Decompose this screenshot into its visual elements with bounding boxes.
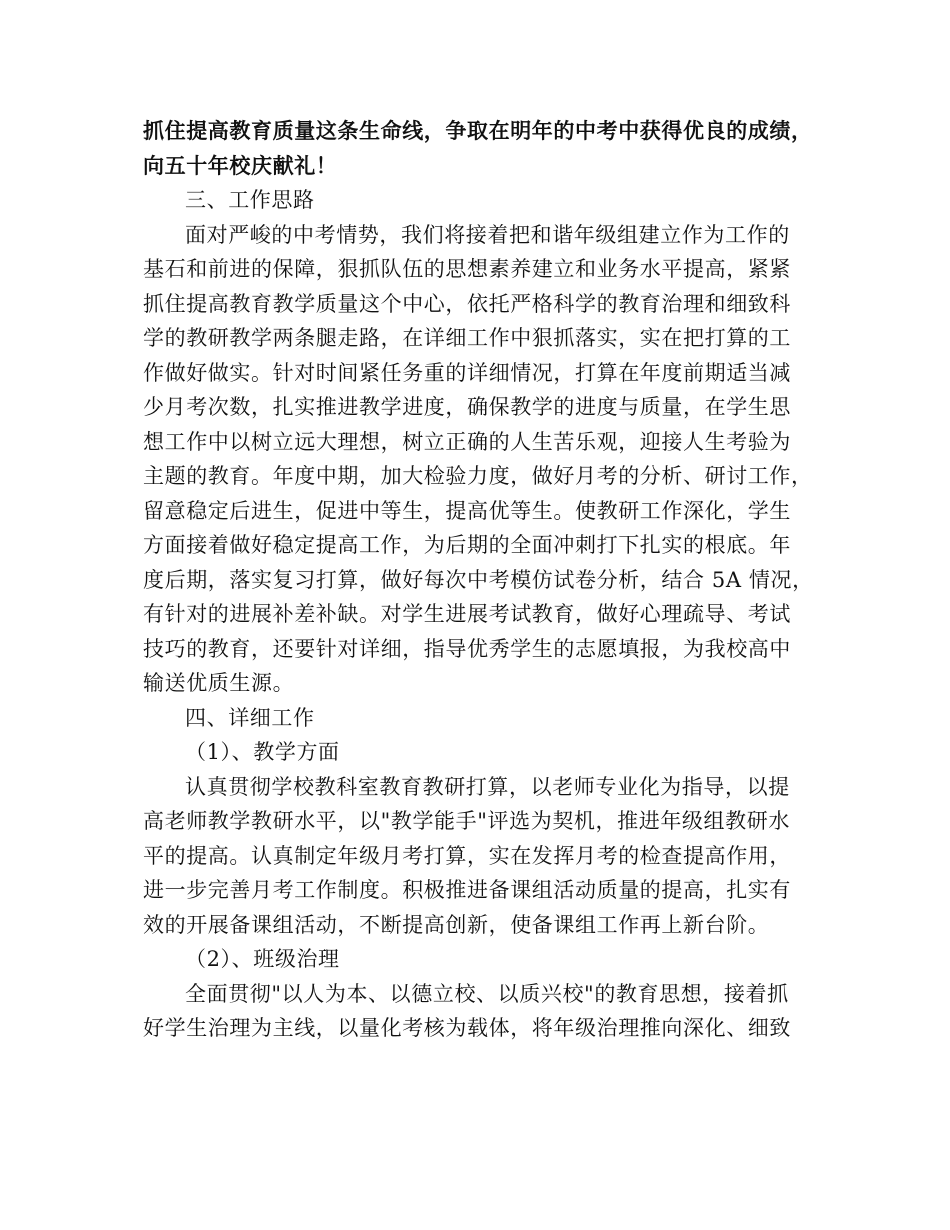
text-line: 少月考次数，扎实推进教学进度，确保教学的进度与质量，在学生思 [143,395,791,419]
text-line: 全面贯彻"以人为本、以德立校、以质兴校"的教育思想，接着抓 [185,981,789,1006]
text-line: 想工作中以树立远大理想，树立正确的人生苦乐观，迎接人生考验为 [143,429,791,454]
text-line: 向五十年校庆献礼！ [143,152,338,178]
text-line: 度后期，落实复习打算，做好每次中考模仿试卷分析，结合 5A 情况， [143,567,814,592]
text-line: 面对严峻的中考情势，我们将接着把和谐年级组建立作为工作的 [185,222,790,247]
text-line: （2）、班级治理 [185,947,340,971]
text-line: 进一步完善月考工作制度。积极推进备课组活动质量的提高，扎实有 [143,878,791,902]
text-line: 学的教研教学两条腿走路，在详细工作中狠抓落实，实在把打算的工 [143,326,791,350]
text-line: 平的提高。认真制定年级月考打算，实在发挥月考的检查提高作用， [143,843,791,868]
text-line: 方面接着做好稳定提高工作，为后期的全面冲刺打下扎实的根底。年 [143,533,791,557]
text-line: 认真贯彻学校教科室教育教研打算，以老师专业化为指导，以提 [185,774,790,799]
text-line: 四、详细工作 [185,705,315,730]
text-line: 效的开展备课组活动，不断提高创新，使备课组工作再上新台阶。 [143,912,770,937]
text-line: 作做好做实。针对时间紧任务重的详细情况，打算在年度前期适当减 [143,360,791,385]
text-line: 抓住提高教育教学质量这个中心，依托严格科学的教育治理和细致科 [143,291,791,316]
text-line: 技巧的教育，还要针对详细，指导优秀学生的志愿填报，为我校高中 [143,636,791,661]
document-body [143,114,833,1046]
text-line: 有针对的进展补差补缺。对学生进展考试教育，做好心理疏导、考试 [143,602,791,626]
text-line: 输送优质生源。 [143,671,295,695]
text-line: 高老师教学教研水平，以"教学能手"评选为契机，推进年级组教研水 [143,809,790,833]
text-line: 主题的教育。年度中期，加大检验力度，做好月考的分析、研讨工作， [143,464,813,488]
text-line: 基石和前进的保障，狠抓队伍的思想素养建立和业务水平提高，紧紧 [143,257,791,281]
text-line: 三、工作思路 [185,188,315,212]
text-line: 留意稳定后进生，促进中等生，提高优等生。使教研工作深化，学生 [143,498,791,523]
text-line: （1）、教学方面 [185,740,340,764]
text-line: 好学生治理为主线，以量化考核为载体，将年级治理推向深化、细致 [143,1016,791,1040]
text-line: 抓住提高教育质量这条生命线，争取在明年的中考中获得优良的成绩， [143,118,813,143]
